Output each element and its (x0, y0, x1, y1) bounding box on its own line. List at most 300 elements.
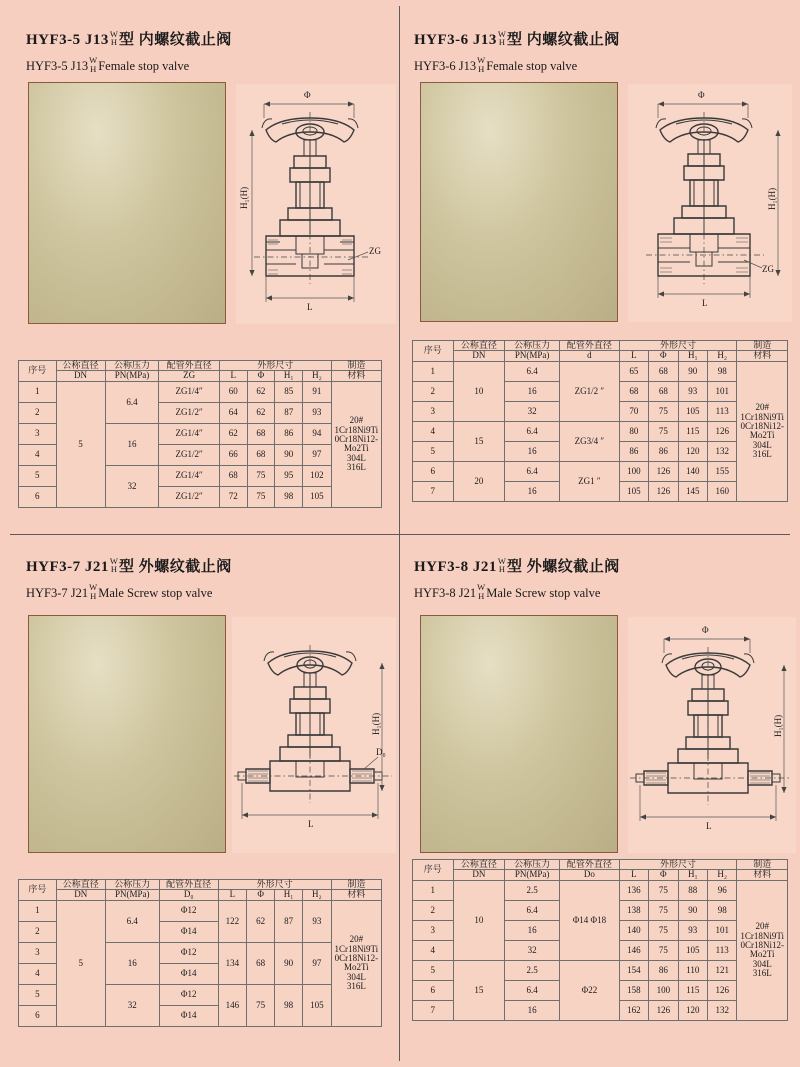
svg-text:L: L (706, 821, 712, 831)
table-header-row2 (413, 870, 788, 880)
cell-pn: 6.4 (105, 900, 159, 942)
th-pipe: 配管外直径 (560, 341, 620, 351)
th-pipe-sub: d (560, 351, 620, 361)
cell-L: 86 (619, 441, 648, 461)
cell-h2: 93 (303, 900, 332, 942)
cell-no: 5 (413, 960, 454, 980)
frac-top: W (109, 28, 118, 39)
cell-material (737, 880, 788, 1020)
cell-phi: 62 (247, 381, 275, 402)
cell-zg: ZG1/4″ (159, 423, 219, 444)
th-phi: Φ (247, 371, 275, 381)
cell-pn: 16 (505, 1000, 560, 1020)
cell-L: 138 (619, 900, 648, 920)
svg-text:H₁(H): H₁(H) (767, 187, 777, 210)
material-line: 20# (755, 402, 769, 413)
title-en-hyf3-6: HYF3-6 J13 W H Female stop valve (414, 55, 578, 74)
material-line: 0Cr18Ni12- (740, 939, 784, 950)
cell-no: 6 (19, 486, 57, 507)
cell-zg: ZG1/2″ (159, 486, 219, 507)
cell-no: 6 (413, 980, 454, 1000)
cell-d0: Φ14 (159, 1005, 218, 1026)
cell-dn: 10 (453, 880, 504, 960)
cell-no: 1 (413, 880, 454, 900)
cell-L: 70 (619, 401, 648, 421)
cell-phi: 68 (247, 423, 275, 444)
cell-h1: 105 (678, 401, 707, 421)
cell-no: 1 (413, 361, 454, 381)
cell-pn: 6.4 (505, 421, 560, 441)
cell-h1: 110 (678, 960, 707, 980)
cell-phi: 62 (247, 402, 275, 423)
cell-h2: 96 (707, 880, 736, 900)
material-line: 20# (349, 415, 364, 426)
th-pn-sub: PN(MPa) (105, 890, 159, 900)
th-dims: 外形尺寸 (619, 341, 737, 351)
th-L: L (619, 351, 648, 361)
cell-do: Φ22 (560, 960, 620, 1020)
section-hyf3-6 (400, 0, 800, 534)
th-no: 序号 (19, 880, 57, 901)
cell-no: 5 (19, 984, 57, 1005)
cell-zg: ZG1/4″ (159, 381, 219, 402)
th-h2: H₂ (707, 351, 736, 361)
svg-text:L: L (702, 298, 708, 308)
material-line: Mo2Ti (343, 443, 369, 454)
cell-L: 65 (619, 361, 648, 381)
title-cn-hyf3-8: HYF3-8 J21 W H 型 外螺纹截止阀 (414, 555, 620, 575)
th-dims: 外形尺寸 (218, 880, 331, 890)
cell-no: 3 (413, 401, 454, 421)
cell-h2: 101 (707, 381, 736, 401)
cell-phi: 62 (247, 900, 275, 942)
cell-no: 1 (19, 900, 57, 921)
th-pn-sub: PN(MPa) (505, 870, 560, 880)
cell-pn: 16 (505, 481, 560, 501)
table-row (413, 461, 788, 481)
cell-L: 68 (219, 465, 247, 486)
cell-h2: 132 (707, 441, 736, 461)
cell-zg: ZG1/2″ (159, 444, 219, 465)
spec-table-hyf3-6 (412, 340, 788, 502)
cell-pn: 6.4 (505, 461, 560, 481)
cell-h1: 90 (678, 900, 707, 920)
product-photo-hyf3-5 (28, 82, 226, 324)
material-line: 0Cr18Ni12- (334, 433, 379, 444)
cell-pn: 6.4 (505, 361, 560, 381)
cell-phi: 100 (649, 980, 678, 1000)
cell-pn: 6.4 (505, 980, 560, 1000)
table-header-row2 (19, 890, 382, 900)
cell-h2: 97 (303, 942, 332, 984)
cell-L: 60 (219, 381, 247, 402)
cell-L: 66 (219, 444, 247, 465)
cell-no: 3 (19, 423, 57, 444)
cell-h2: 121 (707, 960, 736, 980)
title-en-hyf3-7: HYF3-7 J21 W H Male Screw stop valve (26, 582, 213, 601)
th-dims: 外形尺寸 (219, 361, 331, 371)
cell-L: 140 (619, 920, 648, 940)
cell-h2: 101 (707, 920, 736, 940)
cell-no: 4 (19, 444, 57, 465)
th-material: 制造 (331, 880, 381, 890)
table-row (413, 361, 788, 381)
cell-h2: 160 (707, 481, 736, 501)
cell-phi: 68 (247, 444, 275, 465)
cell-pn: 32 (505, 401, 560, 421)
cell-h1: 87 (275, 402, 303, 423)
cell-h2: 91 (303, 381, 332, 402)
technical-drawing-hyf3-8 (628, 617, 796, 853)
th-h2: H₂ (303, 371, 332, 381)
cell-h2: 93 (303, 402, 332, 423)
cell-h2: 113 (707, 940, 736, 960)
cell-phi: 75 (649, 900, 678, 920)
material-line: 316L (346, 981, 366, 992)
th-phi: Φ (649, 870, 678, 880)
cell-h1: 140 (678, 461, 707, 481)
table-row (19, 381, 382, 402)
th-pn-sub: PN(MPa) (105, 371, 159, 381)
cell-d0: Φ12 (159, 984, 218, 1005)
cell-material (331, 900, 381, 1026)
material-line: 316L (752, 449, 772, 460)
cell-L: 100 (619, 461, 648, 481)
th-pipe-sub: Do (560, 870, 620, 880)
th-pn: 公称压力 (505, 860, 560, 870)
th-L: L (619, 870, 648, 880)
cell-phi: 68 (649, 361, 678, 381)
product-photo-hyf3-6 (420, 82, 618, 322)
cell-no: 3 (19, 942, 57, 963)
cell-do: Φ14 Φ18 (560, 880, 620, 960)
cell-phi: 68 (247, 942, 275, 984)
cell-L: 162 (619, 1000, 648, 1020)
th-no: 序号 (413, 860, 454, 881)
cell-no: 5 (19, 465, 57, 486)
th-dn: 公称直径 (453, 860, 504, 870)
cell-h1: 93 (678, 381, 707, 401)
material-line: 316L (346, 462, 366, 473)
cell-h1: 93 (678, 920, 707, 940)
th-dn-sub: DN (453, 351, 504, 361)
cell-h2: 113 (707, 401, 736, 421)
cell-L: 122 (218, 900, 247, 942)
cell-h1: 120 (678, 441, 707, 461)
cell-L: 134 (218, 942, 247, 984)
title-cn-hyf3-6: HYF3-6 J13 W H 型 内螺纹截止阀 (414, 28, 620, 48)
th-dn: 公称直径 (453, 341, 504, 351)
cell-h1: 87 (275, 900, 303, 942)
cell-no: 1 (19, 381, 57, 402)
material-line: Mo2Ti (749, 430, 775, 441)
th-dn-sub: DN (453, 870, 504, 880)
cell-phi: 126 (649, 461, 678, 481)
cell-L: 146 (218, 984, 247, 1026)
table-row (413, 421, 788, 441)
cell-L: 72 (219, 486, 247, 507)
cell-h1: 115 (678, 980, 707, 1000)
cell-phi: 126 (649, 1000, 678, 1020)
th-dn-sub: DN (56, 890, 105, 900)
material-line: 1Cr18Ni9Ti (740, 930, 785, 941)
cell-L: 80 (619, 421, 648, 441)
cell-no: 2 (413, 900, 454, 920)
table-row (19, 900, 382, 921)
cell-h2: 98 (707, 900, 736, 920)
cell-h1: 90 (678, 361, 707, 381)
cell-h1: 115 (678, 421, 707, 441)
cell-h1: 98 (275, 486, 303, 507)
svg-text:H₁(H): H₁(H) (773, 714, 783, 737)
cell-dn: 10 (453, 361, 504, 421)
svg-text:ZG: ZG (762, 264, 774, 274)
th-pn: 公称压力 (505, 341, 560, 351)
cell-L: 136 (619, 880, 648, 900)
cell-d: ZG3/4 ″ (560, 421, 620, 461)
cell-h2: 132 (707, 1000, 736, 1020)
title-cn-hyf3-5: HYF3-5 J13 W H 型 内螺纹截止阀 (26, 28, 232, 48)
cell-phi: 86 (649, 441, 678, 461)
cell-h2: 155 (707, 461, 736, 481)
material-line: 0Cr18Ni12- (740, 420, 784, 431)
product-photo-hyf3-8 (420, 615, 618, 853)
frac-bot: H (110, 37, 117, 48)
cell-phi: 75 (247, 465, 275, 486)
technical-drawing-hyf3-6 (628, 84, 792, 322)
spec-table-hyf3-5 (18, 360, 382, 508)
section-hyf3-8 (400, 535, 800, 1067)
th-material: 制造 (737, 860, 788, 870)
cell-pn: 6.4 (105, 381, 159, 423)
cell-material (331, 381, 381, 507)
cell-no: 3 (413, 920, 454, 940)
table-header-row (413, 341, 788, 351)
cell-L: 146 (619, 940, 648, 960)
cell-d0: Φ12 (159, 942, 218, 963)
th-L: L (218, 890, 247, 900)
section-hyf3-5 (0, 0, 399, 534)
th-h2: H₂ (303, 890, 332, 900)
cell-phi: 75 (649, 920, 678, 940)
title-en-hyf3-8: HYF3-8 J21 W H Male Screw stop valve (414, 582, 601, 601)
cell-phi: 75 (649, 421, 678, 441)
cell-zg: ZG1/4″ (159, 465, 219, 486)
cell-no: 6 (413, 461, 454, 481)
cell-phi: 126 (649, 481, 678, 501)
svg-text:Φ: Φ (698, 90, 705, 100)
material-line: 20# (349, 934, 364, 945)
cell-L: 68 (619, 381, 648, 401)
material-line: 1Cr18Ni9Ti (334, 424, 379, 435)
cell-pn: 16 (505, 381, 560, 401)
cell-phi: 86 (649, 960, 678, 980)
th-pn: 公称压力 (105, 880, 159, 890)
material-line: 304L (346, 971, 366, 982)
material-line: 304L (752, 958, 772, 969)
th-dims: 外形尺寸 (619, 860, 737, 870)
th-material-sub: 材料 (737, 870, 788, 880)
th-material: 制造 (737, 341, 788, 351)
cell-h1: 95 (275, 465, 303, 486)
cell-L: 105 (619, 481, 648, 501)
th-h1: H₁ (678, 351, 707, 361)
cell-h2: 98 (707, 361, 736, 381)
th-phi: Φ (247, 890, 275, 900)
th-h1: H₁ (275, 890, 303, 900)
th-dn: 公称直径 (56, 880, 105, 890)
table-header-row (19, 361, 382, 371)
cell-dn: 20 (453, 461, 504, 501)
th-phi: Φ (649, 351, 678, 361)
th-h1: H₁ (678, 870, 707, 880)
cell-material (737, 361, 788, 501)
th-pipe: 配管外直径 (159, 880, 218, 890)
th-material: 制造 (331, 361, 381, 371)
material-line: 1Cr18Ni9Ti (334, 943, 379, 954)
cell-pn: 2.5 (505, 960, 560, 980)
material-line: 304L (346, 452, 366, 463)
table-row (413, 880, 788, 900)
cell-no: 7 (413, 481, 454, 501)
table-header-row2 (19, 371, 382, 381)
cell-h2: 105 (303, 486, 332, 507)
cell-pn: 16 (105, 942, 159, 984)
cell-dn: 15 (453, 960, 504, 1020)
cell-L: 154 (619, 960, 648, 980)
cell-h1: 85 (275, 381, 303, 402)
cell-h1: 105 (678, 940, 707, 960)
cell-L: 158 (619, 980, 648, 1000)
cell-no: 2 (19, 921, 57, 942)
spec-table-hyf3-8 (412, 859, 788, 1021)
th-pipe: 配管外直径 (159, 361, 219, 371)
cell-h1: 145 (678, 481, 707, 501)
cell-h2: 97 (303, 444, 332, 465)
material-line: 1Cr18Ni9Ti (740, 411, 785, 422)
cell-L: 64 (219, 402, 247, 423)
material-line: Mo2Ti (749, 949, 775, 960)
cell-h2: 126 (707, 980, 736, 1000)
cell-h2: 105 (303, 984, 332, 1026)
svg-text:Φ: Φ (702, 625, 709, 635)
cell-h1: 90 (275, 444, 303, 465)
cell-phi: 75 (649, 880, 678, 900)
title-en-hyf3-5: HYF3-5 J13 W H Female stop valve (26, 55, 190, 74)
cell-no: 2 (19, 402, 57, 423)
cell-pn: 32 (105, 465, 159, 507)
material-line: 316L (752, 968, 772, 979)
svg-text:Φ: Φ (304, 90, 311, 100)
cell-phi: 68 (649, 381, 678, 401)
cell-pn: 16 (505, 920, 560, 940)
table-header-row2 (413, 351, 788, 361)
cell-L: 62 (219, 423, 247, 444)
cell-dn: 5 (56, 381, 105, 507)
th-dn: 公称直径 (56, 361, 105, 371)
technical-drawing-hyf3-5 (236, 84, 396, 324)
cell-h2: 126 (707, 421, 736, 441)
cell-d0: Φ14 (159, 963, 218, 984)
product-photo-hyf3-7 (28, 615, 226, 853)
cell-phi: 75 (649, 940, 678, 960)
th-no: 序号 (413, 341, 454, 362)
section-hyf3-7 (0, 535, 399, 1067)
cell-d0: Φ14 (159, 921, 218, 942)
th-material-sub: 材料 (331, 371, 381, 381)
spec-table-hyf3-7 (18, 879, 382, 1027)
cell-no: 2 (413, 381, 454, 401)
svg-text:L: L (308, 819, 314, 829)
cell-phi: 75 (247, 984, 275, 1026)
th-pipe-sub: ZG (159, 371, 219, 381)
th-h1: H₁ (275, 371, 303, 381)
th-pn: 公称压力 (105, 361, 159, 371)
cell-phi: 75 (649, 401, 678, 421)
cell-dn: 5 (56, 900, 105, 1026)
cell-no: 7 (413, 1000, 454, 1020)
cell-d: ZG1/2 ″ (560, 361, 620, 421)
cell-no: 5 (413, 441, 454, 461)
cell-no: 4 (413, 940, 454, 960)
cell-zg: ZG1/2″ (159, 402, 219, 423)
cell-d0: Φ12 (159, 900, 218, 921)
svg-text:H₁(H): H₁(H) (239, 186, 249, 209)
svg-text:ZG: ZG (369, 246, 381, 256)
th-dn-sub: DN (56, 371, 105, 381)
cell-h1: 98 (275, 984, 303, 1026)
cell-pn: 16 (105, 423, 159, 465)
svg-text:D₀: D₀ (376, 747, 386, 757)
svg-text:H₁(H): H₁(H) (371, 712, 381, 735)
table-header-row (413, 860, 788, 870)
cell-no: 4 (413, 421, 454, 441)
cell-dn: 15 (453, 421, 504, 461)
cell-pn: 6.4 (505, 900, 560, 920)
cell-h1: 120 (678, 1000, 707, 1020)
cell-pn: 16 (505, 441, 560, 461)
cell-pn: 2.5 (505, 880, 560, 900)
cell-pn: 32 (105, 984, 159, 1026)
cell-h2: 102 (303, 465, 332, 486)
material-line: 20# (755, 921, 769, 932)
th-material-sub: 材料 (737, 351, 788, 361)
table-row (413, 960, 788, 980)
material-line: 0Cr18Ni12- (334, 952, 379, 963)
th-h2: H₂ (707, 870, 736, 880)
th-no: 序号 (19, 361, 57, 382)
title-cn-hyf3-7: HYF3-7 J21 W H 型 外螺纹截止阀 (26, 555, 232, 575)
th-pipe-sub: D₀ (159, 890, 218, 900)
cell-h1: 90 (275, 942, 303, 984)
th-pn-sub: PN(MPa) (505, 351, 560, 361)
material-line: 304L (752, 439, 772, 450)
th-material-sub: 材料 (331, 890, 381, 900)
cell-phi: 75 (247, 486, 275, 507)
cell-pn: 32 (505, 940, 560, 960)
cell-d: ZG1 ″ (560, 461, 620, 501)
technical-drawing-hyf3-7 (232, 617, 396, 853)
svg-text:L: L (307, 302, 313, 312)
cell-h2: 94 (303, 423, 332, 444)
table-header-row (19, 880, 382, 890)
cell-no: 6 (19, 1005, 57, 1026)
cell-h1: 86 (275, 423, 303, 444)
cell-h1: 88 (678, 880, 707, 900)
th-L: L (219, 371, 247, 381)
th-pipe: 配管外直径 (560, 860, 620, 870)
cell-no: 4 (19, 963, 57, 984)
